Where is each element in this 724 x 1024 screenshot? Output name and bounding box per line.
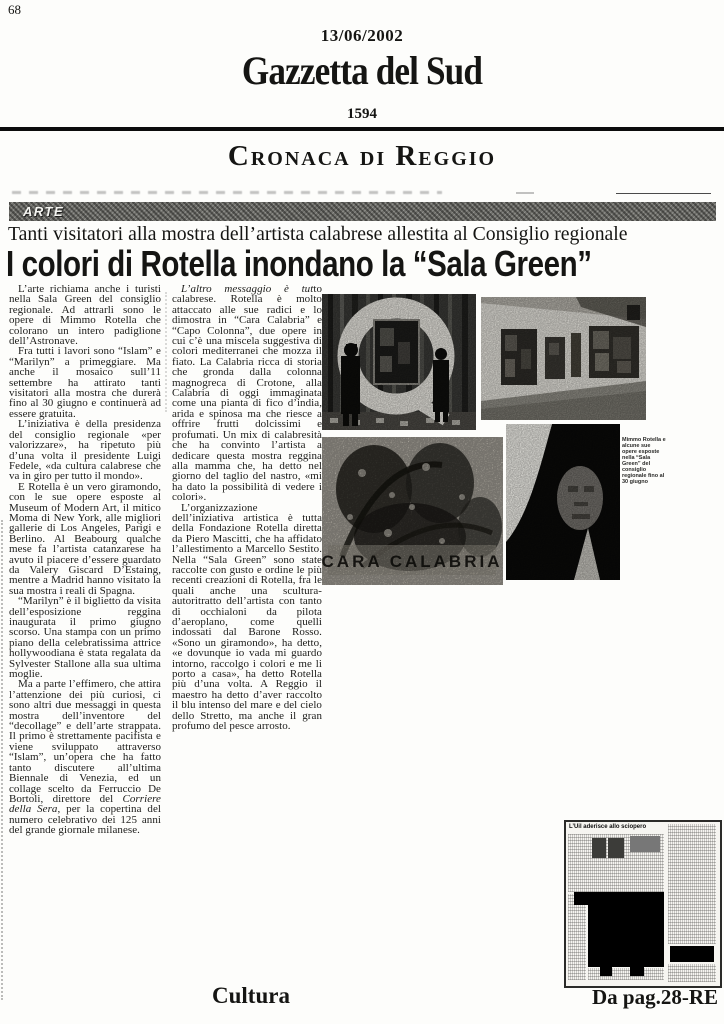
thumbnail-black-block	[630, 965, 644, 976]
thumbnail-box	[630, 836, 660, 852]
thumbnail-black-block	[600, 967, 612, 976]
thumbnail-photo	[608, 838, 624, 858]
thumbnail-black-box	[670, 946, 714, 962]
footer-section-label: Cultura	[212, 983, 290, 1008]
header-rule	[0, 127, 724, 131]
issue-number: 1594	[347, 106, 377, 122]
photo-caption: Mimmo Rotella e alcune sue opere esposte nella “Sala Green” del consiglio regionale fino al 30 giugno	[622, 437, 666, 485]
thumbnail-black-block	[588, 905, 664, 967]
category-bar	[9, 202, 716, 221]
footer-page-reference: Da pag.28-RE	[591, 985, 718, 1009]
article-column-1: L’arte richiama anche i turisti nella Sala Green del consiglio regionale. Ad attrarli sono le opere di Mimmo Rotella che colorano un intero padiglione dell’Astronave. Fra tutti i lavori sono “Islam” e “Marilyn” a primeggiare. Ma anche il mosaico sull’11 settembre ha attirato tanti visitatori alla mostra che durerà fino al 30 giugno e continuerà ad essere gratuita. L’iniziativa è della presidenza del consiglio regionale «per valorizzare», ha ripetuto più d’una volta il presidente Luigi Fedele, «da cultura calabrese che va in giro per tutto il mondo». E Rotella è un vero giramondo, con le sue opere esposte al Museum of Modern Art, il mitico Moma di New York, alle migliori gallerie di Los Angeles, Parigi e Berlino. Al Beabourg qualche mese fa l’artista catanzarese ha avuto il piacere d’essere guardato da Valery Giscard D’Estaing, mentre a Madrid hanno visitato la sua mostra i reali di Spagna. “Marilyn” è il biglietto da visita dell’esposizione reggina inaugurata il primo giugno scorso. Una stampa con un primo piano della celebratissima attrice hollywoodiana è stata regalata da Sylvester Stallone alla sua ultima moglie. Ma a parte l’effimero, che attira l’attenzione dei più curiosi, ci sono altri due messaggi in questa mostra dell’inventore del “decollage” e dell’arte strappata. Il primo è strettamente pacifista e viene sviluppato attraverso “Islam”, un’opera che ha fatto tanto discutere all’ultima Biennale di Venezia, ed un collage scelto da Ferruccio De Bortoli, direttore del Corriere della Sera, per la copertina del numero celebrativo dei 125 anni del grande giornale milanese.	[9, 283, 161, 837]
scan-thin-line	[616, 193, 711, 194]
thumbnail-photo	[592, 838, 606, 858]
scan-page-number: 68	[8, 2, 21, 17]
masthead: Gazzetta del Sud	[241, 48, 483, 93]
publication-date: 13/06/2002	[320, 26, 404, 45]
thumbnail-headline: L’Uil aderisce allo sciopero	[569, 823, 647, 830]
thumbnail-text-noise	[568, 894, 586, 980]
photo-ring-sculpture	[322, 294, 476, 430]
photo-gallery-wall	[481, 297, 646, 420]
decollage-text: CARA CALABRIA	[322, 552, 503, 571]
photo-decollage-artwork	[322, 437, 503, 585]
thumbnail-text-noise	[668, 824, 716, 944]
thumbnail-black-bar	[574, 892, 664, 905]
category-label: ARTE	[23, 204, 65, 219]
article-headline: I colori di Rotella inondano la “Sala Green”	[6, 243, 592, 284]
scan-smudge-line	[12, 191, 442, 194]
article-kicker: Tanti visitatori alla mostra dell’artista calabrese allestita al Consiglio regionale	[8, 223, 628, 245]
scan-artifact-dotted-line	[1, 520, 3, 1000]
section-title: Cronaca di Reggio	[227, 140, 497, 172]
article-column-2: L’altro messaggio è tutto calabrese. Rotella è molto attaccato alle sue radici e lo dimostra in “Cara Calabria” e “Capo Colonna”, due opere in cui c’è una miscela suggestiva di colori mediterranei che mozza il fiato. La Calabria ricca di storia che gronda dalla colonna magnogreca di Crotone, alla Calabria di oggi immaginata come una pianta di fico d’india, arida e spinosa ma che riesce a offrire frutti dolcissimi e profumati. Un mix di calabresità che ha convinto l’artista a dedicare questa mostra reggina alla mamma che, ha detto nel giorno del taglio del nastro, «mi ha dato la possibilità di vedere i colori». L’organizzazione dell’iniziativa artistica è tutta della Fondazione Rotella diretta da Piero Mascitti, che ha affidato l’allestimento a Marcello Sestito. Nella “Sala Green” sono state raccolte con gusto e ordine le più recenti creazioni di Rotella, fra le quali anche una scultura-autoritratto dell’artista con tanto di occhialoni da pilota d’aeroplano, come quelli indossati dal Barone Rosso. «Sono un giramondo», ha detto, «e dovunque io vada mi guardo intorno, raccolgo i colori e me li porto a casa», ha detto Rotella più d’una volta. A Reggio il maestro ha detto d’aver raccolto il blu intenso del mare e del cielo dello Stretto, ma anche il gran profumo del pesce arrosto.	[172, 283, 322, 733]
scan-smudge-mark	[516, 192, 534, 194]
photo-sculpture-portrait	[506, 424, 620, 580]
scan-artifact-dotted-line	[165, 292, 167, 412]
thumbnail-text-noise	[668, 964, 716, 982]
source-page-thumbnail	[564, 820, 722, 988]
